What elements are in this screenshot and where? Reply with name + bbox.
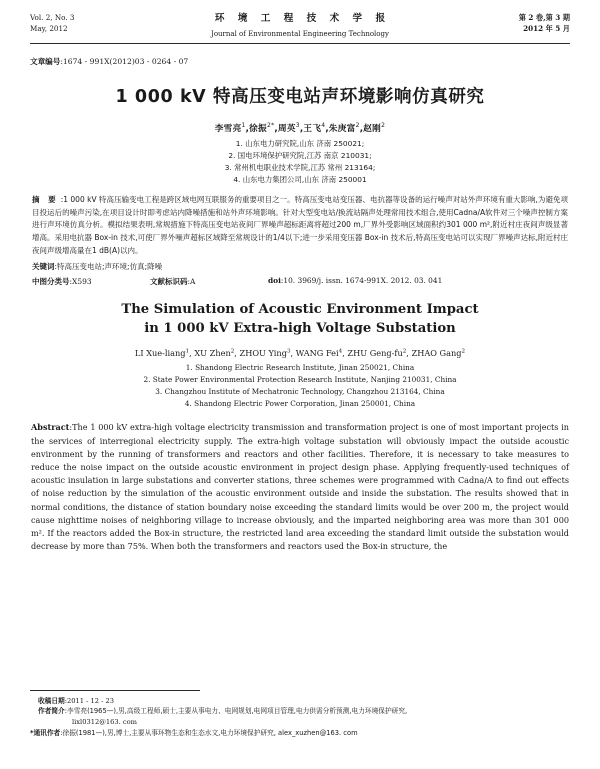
affiliation-en-3: 3. Changzhou Institute of Mechatronic Technology, Changzhou 213164, China	[155, 387, 445, 397]
affiliation-en-4: 4. Shandong Electric Power Corporation, Jinan 250001, China	[184, 399, 416, 409]
received-value: :2011 - 12 - 23	[64, 696, 115, 705]
article-number-value: :1674 - 991X(2012)03 - 0264 - 07	[60, 56, 189, 66]
running-head	[30, 0, 570, 40]
abstract-cn	[30, 194, 570, 258]
running-head-right	[452, 12, 570, 34]
classification-row	[30, 276, 570, 287]
clc-value: :X593	[69, 276, 92, 286]
journal-title-cn: 环 境 工 程 技 术 学 报	[214, 13, 391, 24]
header-divider	[30, 43, 570, 44]
document-code-value: :A	[187, 276, 196, 286]
keywords-cn-label: 关键词	[32, 262, 55, 272]
page-title-en-line2: in 1 000 kV Extra-high Voltage Substation	[144, 320, 456, 336]
date-en: May, 2012	[30, 24, 68, 34]
doi-label: doi	[268, 275, 281, 285]
author-bio-value: :李雪亮(1965—),男,高级工程师,硕士,主要从事电力、电网规划,电网项目管理,电力供需分析预测,电力环境保护研究,	[64, 707, 408, 716]
author-bio-label: 作者简介	[38, 707, 65, 716]
affiliations-cn	[30, 138, 570, 186]
page-title-en	[30, 301, 570, 338]
date-cn: 2012 年 5 月	[523, 24, 570, 34]
corresponding-label: *通讯作者	[30, 729, 61, 738]
keywords-cn-text: :特高压变电站;声环境;仿真;降噪	[54, 262, 163, 272]
footnote-divider	[30, 690, 200, 691]
abstract-en-label: Abstract	[31, 422, 70, 433]
running-head-center	[148, 12, 452, 40]
journal-title-en: Journal of Environmental Engineering Technology	[211, 29, 389, 38]
affiliations-en	[30, 362, 570, 410]
article-number	[30, 56, 570, 67]
footnote-received	[30, 696, 570, 707]
volume-issue-en: Vol. 2, No. 3	[30, 13, 75, 22]
doi-value: :10. 3969/j. issn. 1674-991X. 2012. 03. 041	[280, 275, 443, 285]
clc-number	[32, 276, 150, 287]
volume-issue-cn: 第 2 卷,第 3 期	[518, 13, 570, 22]
affiliation-en-1: 1. Shandong Electric Research Institute, Jinan 250021, China	[185, 363, 415, 373]
authors-cn: 李雪亮$^1$,徐振$^{2*}$,周英$^3$,王飞$^4$,朱庚富$^2$,赵刚$^2$	[214, 121, 386, 134]
affiliation-cn-2: 2. 国电环境保护研究院,江苏 南京 210031;	[228, 150, 372, 160]
doi	[268, 276, 442, 287]
abstract-en-text: :The 1 000 kV extra-high voltage electricity transmission and transformation project is one of most important projects in the services of interregional electricity supply. The extra-high voltage substation will obviously impact the outside acoustic environment by the running of transformers and reactors and other facilities. Therefore, it is necessary to take measures to reduce the noise impact on the outside acoustic environment in project design phase. Applying frequently-used techniques of acoustic insulation in large substations and converter stations, three schemes were programmed with Cadna/A to find out effects of noise reduction by the simulation of the acoustic environment outside and inside the substation. The results showed that in normal conditions, the distance of station boundary noise exceeding the standard limits would be over 200 m, the project would cause nighttime noises of neighboring village to increase obviously, and the imparted neighboring area was more than 301 000 m². If the reactors added the Box-in structure, the restricted land area exceeding the standard limit outside the substation would decrease by more than 75%. When both the transformers and reactors used the Box-in structure, the	[31, 422, 569, 552]
abstract-cn-label: 摘 要	[32, 194, 59, 204]
page-title-en-line1: The Simulation of Acoustic Environment Impact	[121, 301, 479, 317]
footnote-author-bio	[30, 706, 570, 728]
clc-label: 中图分类号	[32, 276, 70, 286]
abstract-en	[30, 421, 570, 553]
author-bio-email[interactable]: lixl0312@163. com	[72, 718, 138, 727]
affiliation-cn-4: 4. 山东电力集团公司,山东 济南 250001	[233, 174, 367, 184]
corresponding-value: :徐振(1981—),男,博士,主要从事环物生态和生态水文,电力环境保护研究, alex_xuzhen@163. com	[60, 729, 358, 738]
received-label: 收稿日期	[38, 696, 65, 705]
document-code	[150, 276, 268, 287]
running-head-left	[30, 12, 148, 34]
authors-en: LI Xue-liang$^1$, XU Zhen$^2$, ZHOU Ying$^3$, WANG Fei$^4$, ZHU Geng-$fu^2$, ZHAO Gang$^2$	[134, 348, 466, 359]
page-title-cn: 1 000 kV 特高压变电站声环境影响仿真研究	[115, 86, 485, 107]
abstract-cn-text: :1 000 kV 特高压输变电工程是跨区域电网互联服务的重要项目之一。特高压变电站变压器、电抗器等设备的运行噪声对站外声环境有重大影响,为避免项目投运后的噪声污染,在项目设计时即考虑站内降噪措施和站外声环境影响。针对大型变电站/换流站隔声处理常用技术组合,使用Cadna/A软件对三个噪声控制方案进行声环境仿真分析。模拟结果表明,常规措施下特高压变电站夜间厂界噪声超标距离将超过200 m,厂界外受影响区域面积约301 000 m²,附近村庄夜间声级显著增高。采用电抗器 Box-in 技术,可使厂界外噪声超标区域降至常规设计的1/4以下;进一步采用变压器 Box-in 技术后,特高压变电站可以实现厂界噪声达标,附近村庄夜间声级增高量在1 dB(A)以内。	[32, 194, 568, 256]
affiliation-cn-3: 3. 常州机电职业技术学院,江苏 常州 213164;	[224, 162, 376, 172]
footnotes	[30, 690, 570, 739]
affiliation-en-2: 2. State Power Environmental Protection Research Institute, Nanjing 210031, China	[143, 375, 457, 385]
affiliation-cn-1: 1. 山东电力研究院,山东 济南 250021;	[235, 138, 365, 148]
keywords-cn	[30, 261, 570, 274]
article-number-label: 文章编号	[30, 56, 61, 66]
document-code-label: 文献标识码	[150, 276, 188, 286]
footnote-corresponding-author	[30, 728, 570, 739]
